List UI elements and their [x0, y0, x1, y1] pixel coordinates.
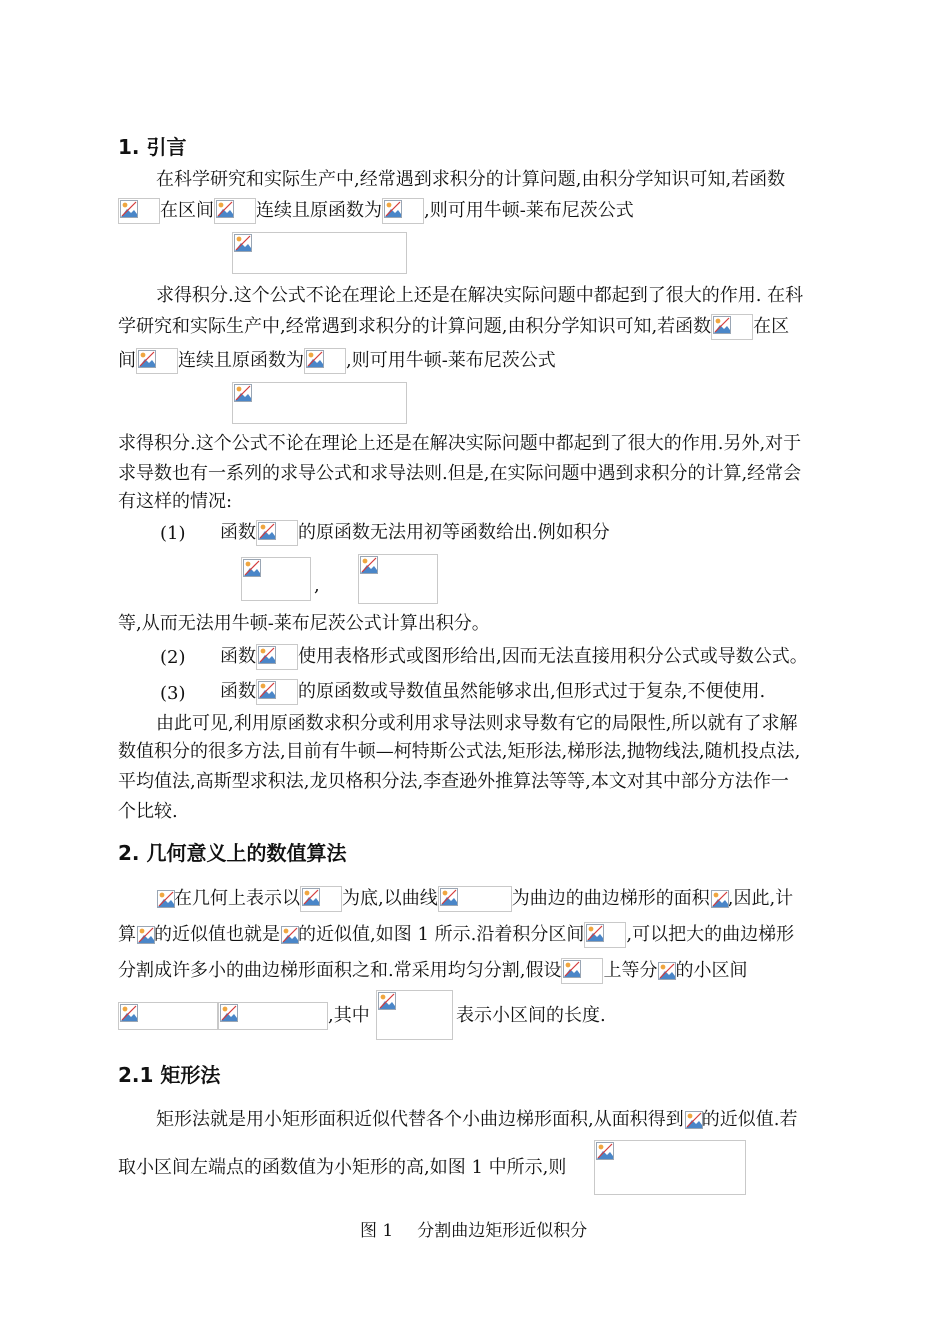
item3-text: 函数 的原函数或导数值虽然能够求出,但形式过于复杂,不便使用. — [220, 679, 765, 705]
section2-line1: 在几何上表示以 为底,以曲线 为曲边的曲边梯形的面积 ,因此,计 — [156, 886, 793, 912]
formula-image-icon — [256, 520, 298, 546]
formula-image-icon — [214, 198, 256, 224]
para3-line3: 有这样的情况: — [118, 491, 233, 512]
item1-text: 函数 的原函数无法用初等函数给出.例如积分 — [220, 520, 610, 546]
figure-caption: 图 1 分割曲边矩形近似积分 — [360, 1221, 588, 1241]
formula-image-icon — [136, 925, 154, 945]
para4-line2: 数值积分的很多方法,目前有牛顿—柯特斯公式法,矩形法,梯形法,抛物线法,随机投点法, — [118, 741, 801, 762]
para4-line3: 平均值法,高斯型求积法,龙贝格积分法,李查逊外推算法等等,本文对其中部分方法作一 — [118, 771, 789, 792]
para1-line2: 在区间 连续且原函数为 ,则可用牛顿-莱布尼茨公式 — [118, 198, 634, 224]
formula-image-icon — [256, 644, 298, 670]
section2-line4b: 表示小区间的长度. — [456, 1005, 606, 1026]
section21-line2: 取小区间左端点的函数值为小矩形的高,如图 1 中所示,则 — [118, 1157, 567, 1178]
formula-image-icon — [136, 348, 178, 374]
formula-image-icon — [584, 922, 626, 948]
formula-image-icon — [156, 889, 174, 909]
section2-line2: 算 的近似值也就是 的近似值,如图 1 所示.沿着积分区间 ,可以把大的曲边梯形 — [118, 922, 794, 948]
formula-image-icon — [711, 314, 753, 340]
para3-line1: 求得积分.这个公式不论在理论上还是在解决实际问题中都起到了很大的作用.另外,对于 — [118, 433, 802, 454]
formula-image-icon — [118, 198, 160, 224]
para3-line2: 求导数也有一系列的求导公式和求导法则.但是,在实际问题中遇到求积分的计算,经常会 — [118, 463, 802, 484]
formula-image-icon — [232, 382, 407, 424]
formula-image-icon — [300, 886, 342, 912]
item1-continuation: 等,从而无法用牛顿-莱布尼茨公式计算出积分。 — [118, 613, 490, 634]
item1-number: (1) — [160, 523, 186, 544]
formula-image-icon — [256, 679, 298, 705]
formula-image-icon — [280, 925, 298, 945]
formula-image-icon — [118, 1002, 218, 1030]
formula-image-icon — [382, 198, 424, 224]
para2-line1: 求得积分.这个公式不论在理论上还是在解决实际问题中都起到了很大的作用. 在科 — [156, 285, 804, 306]
formula-image-icon — [657, 961, 675, 981]
section-2-title: 2. 几何意义上的数值算法 — [118, 841, 347, 865]
section21-line1: 矩形法就是用小矩形面积近似代替各个小曲边梯形面积,从面积得到 的近似值.若 — [156, 1109, 798, 1130]
comma-text: , — [314, 575, 320, 596]
formula-image-icon — [232, 232, 407, 274]
item2-text: 函数 使用表格形式或图形给出,因而无法直接用积分公式或导数公式。 — [220, 644, 808, 670]
para2-line2: 学研究和实际生产中,经常遇到求积分的计算问题,由积分学知识可知,若函数 在区 — [118, 314, 789, 340]
section-2-1-title: 2.1 矩形法 — [118, 1063, 221, 1087]
formula-image-icon — [438, 886, 512, 912]
section2-line3: 分割成许多小的曲边梯形面积之和.常采用均匀分割,假设 上等分 的小区间 — [118, 958, 747, 984]
item2-number: (2) — [160, 647, 186, 668]
para4-line4: 个比较. — [118, 801, 178, 822]
formula-image-icon — [710, 889, 728, 909]
para2-line3: 间 连续且原函数为 ,则可用牛顿-莱布尼茨公式 — [118, 348, 556, 374]
formula-image-icon — [594, 1140, 746, 1195]
formula-image-icon — [304, 348, 346, 374]
section2-line4a: ,其中 — [328, 1005, 370, 1026]
para1-line1: 在科学研究和实际生产中,经常遇到求积分的计算问题,由积分学知识可知,若函数 — [156, 169, 786, 190]
formula-image-icon — [358, 554, 438, 604]
formula-image-icon — [376, 990, 453, 1040]
para4-line1: 由此可见,利用原函数求积分或利用求导法则求导数有它的局限性,所以就有了求解 — [156, 713, 798, 734]
formula-image-icon — [684, 1110, 702, 1130]
item3-number: (3) — [160, 683, 186, 704]
formula-image-icon — [561, 958, 603, 984]
section-1-title: 1. 引言 — [118, 135, 187, 159]
formula-image-icon — [241, 557, 311, 601]
formula-image-icon — [218, 1002, 328, 1030]
